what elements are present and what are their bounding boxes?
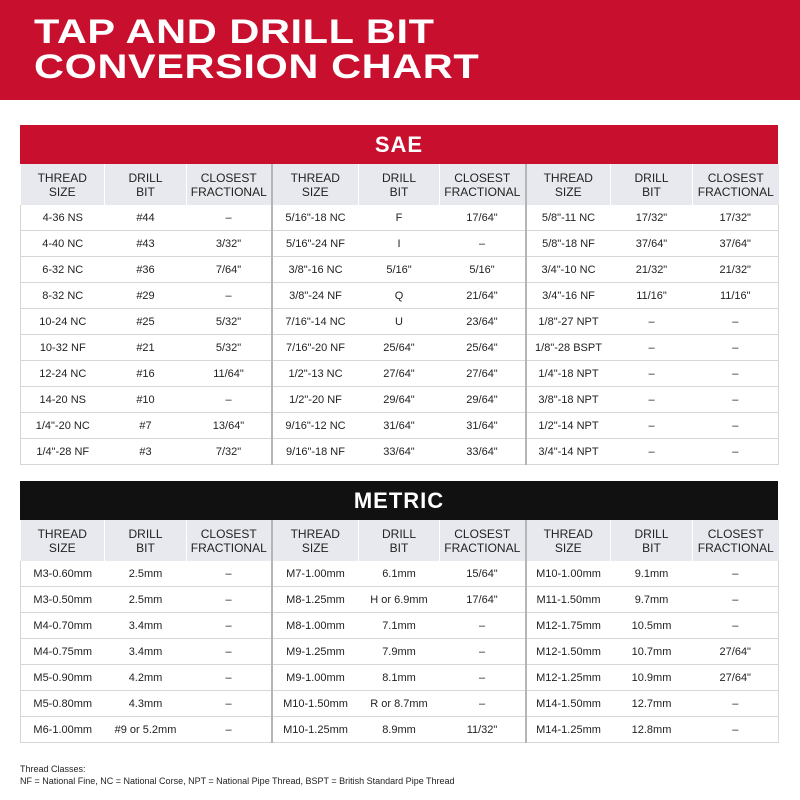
table-cell: M4-0.75mm bbox=[21, 639, 105, 665]
column-header-line1: THREAD bbox=[543, 526, 593, 541]
table-cell: – bbox=[187, 639, 272, 665]
table-cell: I bbox=[359, 231, 440, 257]
table-cell: – bbox=[693, 691, 779, 717]
table-cell: 5/16" bbox=[359, 257, 440, 283]
table-cell: 10.9mm bbox=[611, 665, 693, 691]
column-header-line1: DRILL bbox=[381, 526, 416, 541]
table-row bbox=[21, 717, 779, 743]
table-row bbox=[21, 587, 779, 613]
table-cell: 12.7mm bbox=[611, 691, 693, 717]
table-cell: M8-1.25mm bbox=[272, 587, 359, 613]
metric-table bbox=[20, 520, 779, 743]
table-cell: – bbox=[187, 665, 272, 691]
table-cell: #21 bbox=[105, 335, 187, 361]
table-row bbox=[21, 257, 779, 283]
metric-table-body bbox=[21, 561, 779, 743]
table-cell: M11-1.50mm bbox=[526, 587, 611, 613]
table-cell: #43 bbox=[105, 231, 187, 257]
table-cell: R or 8.7mm bbox=[359, 691, 440, 717]
column-header-line1: CLOSEST bbox=[454, 526, 511, 541]
table-cell: Q bbox=[359, 283, 440, 309]
table-row bbox=[21, 361, 779, 387]
table-cell: 3.4mm bbox=[105, 613, 187, 639]
table-row bbox=[21, 387, 779, 413]
table-cell: – bbox=[611, 309, 693, 335]
table-cell: 13/64" bbox=[187, 413, 272, 439]
table-cell: M12-1.75mm bbox=[526, 613, 611, 639]
table-cell: 1/8"-27 NPT bbox=[526, 309, 611, 335]
table-row bbox=[21, 231, 779, 257]
table-row bbox=[21, 335, 779, 361]
table-cell: – bbox=[693, 387, 779, 413]
table-cell: 33/64" bbox=[440, 439, 526, 465]
table-cell: M9-1.25mm bbox=[272, 639, 359, 665]
table-cell: – bbox=[187, 613, 272, 639]
table-cell: 5/8"-18 NF bbox=[526, 231, 611, 257]
column-header-line1: DRILL bbox=[128, 526, 163, 541]
table-cell: M3-0.60mm bbox=[21, 561, 105, 587]
column-header-line1: THREAD bbox=[37, 170, 87, 185]
footnote-legend: NF = National Fine, NC = National Corse, NPT = National Pipe Thread, BSPT = British Standard Pipe Thread bbox=[20, 776, 455, 786]
sae-section-title: SAE bbox=[20, 125, 778, 164]
table-cell: – bbox=[440, 231, 526, 257]
thread-classes-footnote bbox=[20, 763, 455, 787]
table-cell: 1/4"-18 NPT bbox=[526, 361, 611, 387]
table-cell: 21/32" bbox=[693, 257, 779, 283]
table-cell: 8.1mm bbox=[359, 665, 440, 691]
table-cell: 9/16"-12 NC bbox=[272, 413, 359, 439]
column-header-line2: SIZE bbox=[554, 184, 582, 199]
table-cell: 7.9mm bbox=[359, 639, 440, 665]
table-cell: – bbox=[611, 413, 693, 439]
column-header-line2: FRACTIONAL bbox=[697, 540, 774, 555]
column-header-line2: FRACTIONAL bbox=[444, 184, 521, 199]
metric-section-title: METRIC bbox=[20, 481, 778, 520]
column-header-line1: DRILL bbox=[634, 526, 669, 541]
table-cell: M12-1.25mm bbox=[526, 665, 611, 691]
table-cell: 29/64" bbox=[359, 387, 440, 413]
column-header-line2: BIT bbox=[389, 184, 409, 199]
table-row bbox=[21, 439, 779, 465]
table-cell: 8-32 NC bbox=[21, 283, 105, 309]
table-cell: #25 bbox=[105, 309, 187, 335]
sae-table bbox=[20, 164, 779, 465]
table-cell: 21/64" bbox=[440, 283, 526, 309]
table-cell: 7/64" bbox=[187, 257, 272, 283]
table-cell: 37/64" bbox=[693, 231, 779, 257]
table-cell: – bbox=[440, 691, 526, 717]
table-cell: – bbox=[187, 691, 272, 717]
table-cell: 11/16" bbox=[611, 283, 693, 309]
table-cell: 1/2"-20 NF bbox=[272, 387, 359, 413]
table-cell: M5-0.80mm bbox=[21, 691, 105, 717]
table-row bbox=[21, 205, 779, 231]
table-row bbox=[21, 639, 779, 665]
table-cell: 7/32" bbox=[187, 439, 272, 465]
table-row bbox=[21, 561, 779, 587]
table-cell: 27/64" bbox=[440, 361, 526, 387]
column-header-line2: SIZE bbox=[301, 540, 329, 555]
table-cell: 17/64" bbox=[440, 587, 526, 613]
table-cell: 11/64" bbox=[187, 361, 272, 387]
table-cell: 11/32" bbox=[440, 717, 526, 743]
column-header bbox=[526, 520, 611, 561]
column-header-line1: CLOSEST bbox=[200, 170, 257, 185]
table-cell: 7/16"-14 NC bbox=[272, 309, 359, 335]
table-cell: 9/16"-18 NF bbox=[272, 439, 359, 465]
table-cell: 14-20 NS bbox=[21, 387, 105, 413]
table-cell: M14-1.25mm bbox=[526, 717, 611, 743]
table-cell: M3-0.50mm bbox=[21, 587, 105, 613]
table-row bbox=[21, 665, 779, 691]
column-header bbox=[272, 520, 359, 561]
table-cell: 1/2"-13 NC bbox=[272, 361, 359, 387]
table-cell: 4-36 NS bbox=[21, 205, 105, 231]
table-cell: 12-24 NC bbox=[21, 361, 105, 387]
table-cell: M14-1.50mm bbox=[526, 691, 611, 717]
column-header-line2: BIT bbox=[136, 540, 155, 555]
table-cell: 17/64" bbox=[466, 211, 498, 224]
column-header bbox=[611, 520, 693, 561]
table-cell: U bbox=[359, 309, 440, 335]
column-header bbox=[693, 164, 779, 205]
column-header-line1: DRILL bbox=[381, 170, 416, 185]
table-cell: #36 bbox=[105, 257, 187, 283]
table-cell: – bbox=[187, 387, 272, 413]
table-cell: – bbox=[693, 561, 779, 587]
table-cell: 7/16"-20 NF bbox=[272, 335, 359, 361]
table-cell: – bbox=[440, 639, 526, 665]
table-cell: 4-40 NC bbox=[21, 231, 105, 257]
table-cell: 8.9mm bbox=[359, 717, 440, 743]
title-banner bbox=[0, 0, 800, 100]
table-cell: – bbox=[611, 387, 693, 413]
table-cell: – bbox=[693, 587, 779, 613]
table-cell: M6-1.00mm bbox=[21, 717, 105, 743]
column-header bbox=[693, 520, 779, 561]
column-header-line2: SIZE bbox=[48, 184, 76, 199]
table-cell: 10-32 NF bbox=[21, 335, 105, 361]
metric-section bbox=[20, 481, 778, 743]
title-line-1: TAP AND DRILL BIT bbox=[34, 13, 435, 51]
table-cell: 37/64" bbox=[611, 231, 693, 257]
table-cell: H or 6.9mm bbox=[359, 587, 440, 613]
table-cell: 10.7mm bbox=[611, 639, 693, 665]
table-cell: 17/32" bbox=[693, 205, 779, 231]
table-cell: – bbox=[611, 335, 693, 361]
sae-column-headers bbox=[21, 164, 779, 205]
table-cell: #10 bbox=[105, 387, 187, 413]
table-cell: 1/4"-28 NF bbox=[21, 439, 105, 465]
sae-section bbox=[20, 125, 778, 465]
table-cell: 4.2mm bbox=[105, 665, 187, 691]
table-cell: – bbox=[225, 567, 232, 580]
table-cell: M5-0.90mm bbox=[21, 665, 105, 691]
table-cell: 27/64" bbox=[693, 665, 779, 691]
column-header-line2: BIT bbox=[136, 184, 155, 199]
column-header-line2: BIT bbox=[642, 540, 661, 555]
table-cell: M10-1.00mm bbox=[526, 561, 611, 587]
table-cell: 5/16"-24 NF bbox=[272, 231, 359, 257]
table-cell: – bbox=[611, 439, 693, 465]
column-header-line2: BIT bbox=[642, 184, 661, 199]
table-cell: M10-1.25mm bbox=[272, 717, 359, 743]
column-header-line1: CLOSEST bbox=[707, 170, 764, 185]
column-header-line2: FRACTIONAL bbox=[190, 184, 267, 199]
table-cell: – bbox=[693, 717, 779, 743]
table-cell: 31/64" bbox=[440, 413, 526, 439]
table-cell: M9-1.00mm bbox=[272, 665, 359, 691]
table-cell: 7.1mm bbox=[359, 613, 440, 639]
table-cell: 4.3mm bbox=[105, 691, 187, 717]
table-cell: 29/64" bbox=[440, 387, 526, 413]
table-cell: F bbox=[395, 211, 403, 224]
table-cell: 5/16" bbox=[440, 257, 526, 283]
table-cell: 11/16" bbox=[693, 283, 779, 309]
table-cell: 23/64" bbox=[440, 309, 526, 335]
table-cell: M12-1.50mm bbox=[526, 639, 611, 665]
table-cell: – bbox=[693, 361, 779, 387]
table-cell: M7-1.00mm bbox=[272, 561, 359, 587]
table-cell: 15/64" bbox=[466, 567, 498, 580]
page-title bbox=[34, 15, 479, 85]
column-header bbox=[105, 164, 187, 205]
table-cell: 6.1mm bbox=[382, 567, 416, 580]
table-cell: 10.5mm bbox=[611, 613, 693, 639]
table-cell: 6-32 NC bbox=[21, 257, 105, 283]
table-cell: 3/8"-18 NPT bbox=[526, 387, 611, 413]
table-cell: 3/4"-16 NF bbox=[526, 283, 611, 309]
column-header-line1: CLOSEST bbox=[454, 170, 511, 185]
column-header bbox=[440, 520, 526, 561]
column-header-line1: THREAD bbox=[290, 170, 340, 185]
column-header-line1: DRILL bbox=[128, 170, 163, 185]
table-cell: 31/64" bbox=[359, 413, 440, 439]
column-header-line2: SIZE bbox=[301, 184, 329, 199]
table-cell: 3/8"-16 NC bbox=[272, 257, 359, 283]
table-cell: 5/32" bbox=[187, 309, 272, 335]
table-cell: – bbox=[440, 613, 526, 639]
column-header-line1: DRILL bbox=[634, 170, 669, 185]
table-cell: 2.5mm bbox=[128, 567, 163, 580]
table-cell: 21/32" bbox=[611, 257, 693, 283]
table-cell: 27/64" bbox=[693, 639, 779, 665]
column-header bbox=[21, 164, 105, 205]
table-cell: – bbox=[225, 211, 232, 224]
table-cell: 10-24 NC bbox=[21, 309, 105, 335]
table-cell: #9 or 5.2mm bbox=[105, 717, 187, 743]
table-cell: 33/64" bbox=[359, 439, 440, 465]
table-cell: 3/32" bbox=[187, 231, 272, 257]
table-cell: 5/32" bbox=[187, 335, 272, 361]
table-cell: #3 bbox=[105, 439, 187, 465]
table-cell: 1/4"-20 NC bbox=[21, 413, 105, 439]
table-cell: 9.1mm bbox=[634, 567, 669, 580]
table-cell: 3.4mm bbox=[105, 639, 187, 665]
table-cell: 1/2"-14 NPT bbox=[526, 413, 611, 439]
table-cell: #44 bbox=[136, 211, 155, 224]
table-cell: 1/8"-28 BSPT bbox=[526, 335, 611, 361]
column-header-line2: FRACTIONAL bbox=[444, 540, 521, 555]
table-cell: 3/8"-24 NF bbox=[272, 283, 359, 309]
table-cell: – bbox=[693, 309, 779, 335]
column-header-line1: THREAD bbox=[543, 170, 593, 185]
column-header bbox=[440, 164, 526, 205]
column-header bbox=[21, 520, 105, 561]
table-row bbox=[21, 283, 779, 309]
table-cell: – bbox=[693, 335, 779, 361]
table-row bbox=[21, 309, 779, 335]
table-cell: – bbox=[693, 613, 779, 639]
column-header-line1: THREAD bbox=[37, 526, 87, 541]
column-header bbox=[526, 164, 611, 205]
sae-table-body bbox=[21, 205, 779, 465]
table-cell: #7 bbox=[105, 413, 187, 439]
metric-column-headers bbox=[21, 520, 779, 561]
table-cell: #16 bbox=[105, 361, 187, 387]
table-cell: 25/64" bbox=[359, 335, 440, 361]
table-cell: 17/32" bbox=[635, 211, 668, 224]
table-cell: 3/4"-14 NPT bbox=[526, 439, 611, 465]
table-cell: – bbox=[611, 361, 693, 387]
table-cell: – bbox=[693, 413, 779, 439]
table-cell: 27/64" bbox=[359, 361, 440, 387]
table-cell: 5/16"-18 NC bbox=[272, 205, 359, 231]
table-row bbox=[21, 691, 779, 717]
table-row bbox=[21, 613, 779, 639]
column-header-line1: CLOSEST bbox=[200, 526, 257, 541]
table-cell: 25/64" bbox=[440, 335, 526, 361]
column-header-line2: FRACTIONAL bbox=[190, 540, 267, 555]
table-cell: – bbox=[187, 283, 272, 309]
column-header-line2: BIT bbox=[389, 540, 409, 555]
table-cell: M8-1.00mm bbox=[272, 613, 359, 639]
column-header bbox=[272, 164, 359, 205]
table-cell: – bbox=[440, 665, 526, 691]
table-cell: 2.5mm bbox=[105, 587, 187, 613]
column-header bbox=[359, 520, 440, 561]
column-header bbox=[611, 164, 693, 205]
column-header-line2: SIZE bbox=[48, 540, 76, 555]
column-header-line1: CLOSEST bbox=[707, 526, 764, 541]
column-header-line2: FRACTIONAL bbox=[697, 184, 774, 199]
table-cell: 3/4"-10 NC bbox=[526, 257, 611, 283]
table-cell: 5/8"-11 NC bbox=[526, 205, 611, 231]
table-cell: – bbox=[693, 439, 779, 465]
column-header-line1: THREAD bbox=[290, 526, 340, 541]
table-cell: – bbox=[187, 587, 272, 613]
table-cell: #29 bbox=[105, 283, 187, 309]
column-header bbox=[359, 164, 440, 205]
table-cell: – bbox=[187, 717, 272, 743]
table-cell: 9.7mm bbox=[611, 587, 693, 613]
table-cell: 12.8mm bbox=[611, 717, 693, 743]
title-line-2: CONVERSION CHART bbox=[34, 48, 480, 86]
table-cell: M10-1.50mm bbox=[272, 691, 359, 717]
footnote-heading: Thread Classes: bbox=[20, 764, 86, 774]
table-cell: M4-0.70mm bbox=[21, 613, 105, 639]
column-header-line2: SIZE bbox=[554, 540, 582, 555]
column-header bbox=[187, 164, 272, 205]
table-row bbox=[21, 413, 779, 439]
column-header bbox=[187, 520, 272, 561]
column-header bbox=[105, 520, 187, 561]
